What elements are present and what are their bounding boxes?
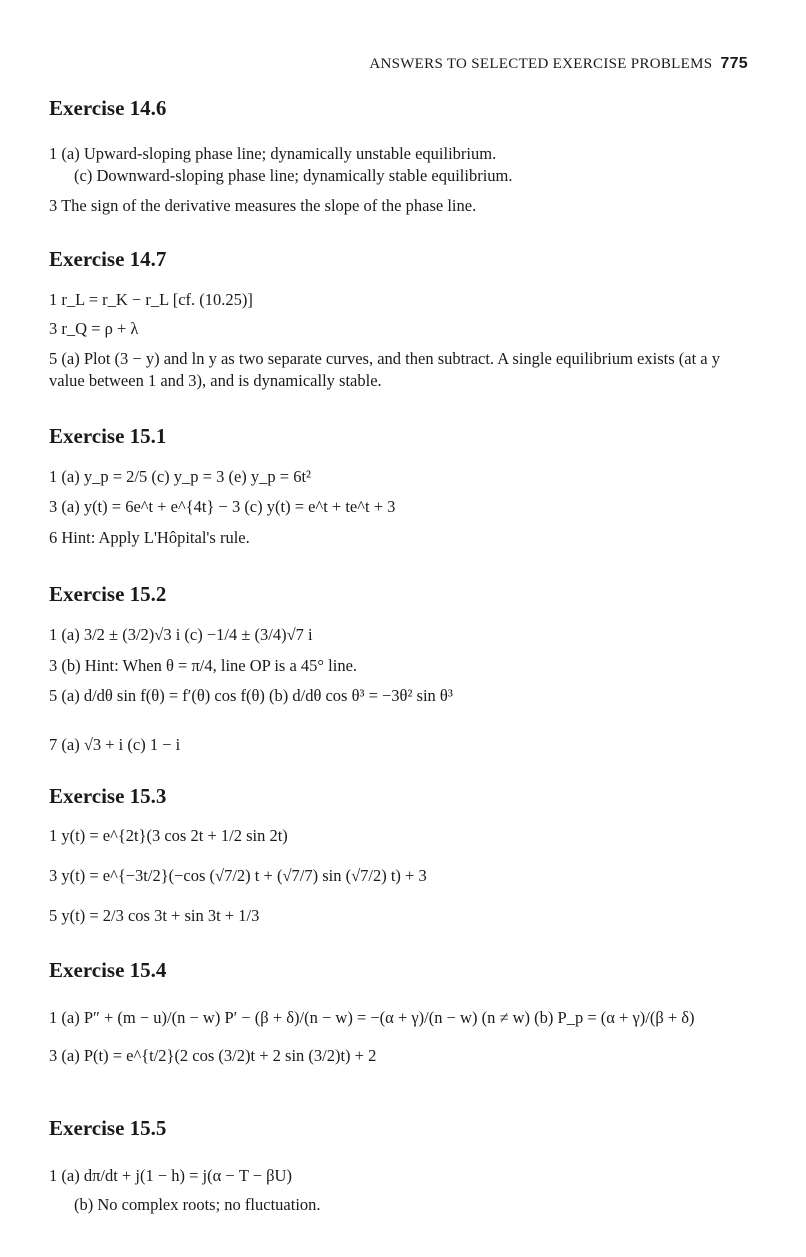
answer-text: 6 Hint: Apply L'Hôpital's rule. (49, 528, 250, 547)
answer-text: 3 r_Q = ρ + λ (49, 319, 139, 338)
section-title: Exercise 14.6 (49, 96, 167, 120)
answer-text: 3 (a) P(t) = e^{t/2}(2 cos (3/2)t + 2 sin (3/2)t) + 2 (49, 1046, 377, 1065)
answer-text: 1 (a) y_p = 2/5 (c) y_p = 3 (e) y_p = 6t² (49, 467, 311, 486)
answer-line (49, 625, 313, 645)
answer-line (49, 1166, 292, 1186)
answer-text: 1 (a) P″ + (m − u)/(n − w) P′ − (β + δ)/(n − w) = −(α + γ)/(n − w) (n ≠ w) (b) P_p = (α + γ)/(β + δ) (49, 1008, 695, 1027)
answer-text: 1 r_L = r_K − r_L [cf. (10.25)] (49, 290, 253, 309)
answer-text: 3 y(t) = e^{−3t/2}(−cos (√7/2) t + (√7/7) sin (√7/2) t) + 3 (49, 866, 427, 885)
answer-line (49, 826, 288, 846)
answer-text: 5 (a) d/dθ sin f(θ) = f′(θ) cos f(θ) (b) d/dθ cos θ³ = −3θ² sin θ³ (49, 686, 453, 705)
answer-text: (c) Downward-sloping phase line; dynamically stable equilibrium. (74, 166, 513, 185)
answer-line (49, 1008, 695, 1028)
answer-line (49, 686, 453, 706)
section-title: Exercise 15.3 (49, 784, 167, 808)
answer-line (49, 319, 138, 339)
answer-text: 1 (a) 3/2 ± (3/2)√3 i (c) −1/4 ± (3/4)√7 i (49, 625, 313, 644)
answer-line (49, 866, 427, 886)
section-title: Exercise 14.7 (49, 247, 167, 271)
running-title: ANSWERS TO SELECTED EXERCISE PROBLEMS (369, 56, 713, 72)
answer-line (74, 166, 513, 186)
answer-text: 7 (a) √3 + i (c) 1 − i (49, 735, 181, 754)
answer-line (49, 467, 311, 487)
answer-line (49, 144, 496, 164)
answer-line (49, 906, 259, 926)
answer-text: 3 (b) Hint: When θ = π/4, line OP is a 45° line. (49, 656, 358, 675)
answer-text: 3 (a) y(t) = 6e^t + e^{4t} − 3 (c) y(t) = e^t + te^t + 3 (49, 497, 396, 516)
section-title: Exercise 15.2 (49, 582, 167, 606)
answer-line (49, 656, 357, 676)
answer-line (49, 1046, 376, 1066)
answer-text: (b) No complex roots; no fluctuation. (74, 1195, 321, 1214)
answer-line (74, 1195, 321, 1215)
answer-text: 3 The sign of the derivative measures the slope of the phase line. (49, 196, 477, 215)
answer-line (49, 735, 180, 755)
answer-text: 1 (a) Upward-sloping phase line; dynamically unstable equilibrium. (49, 144, 497, 163)
answer-text: 1 y(t) = e^{2t}(3 cos 2t + 1/2 sin 2t) (49, 826, 288, 845)
running-head (0, 55, 748, 73)
answer-text: 1 (a) dπ/dt + j(1 − h) = j(α − T − βU) (49, 1166, 292, 1185)
section-title: Exercise 15.5 (49, 1116, 167, 1140)
section-title: Exercise 15.4 (49, 958, 167, 982)
answer-line (49, 497, 395, 517)
answer-line (49, 528, 250, 548)
answer-text: 5 y(t) = 2/3 cos 3t + sin 3t + 1/3 (49, 906, 260, 925)
section-title: Exercise 15.1 (49, 424, 167, 448)
answer-line (49, 348, 749, 392)
answer-text: 5 (a) Plot (3 − y) and ln y as two separate curves, and then subtract. A single equilibrium exists (at a y value between 1 and 3), and is dynamically stable. (49, 349, 720, 390)
page-number: 775 (720, 55, 748, 72)
answer-line (49, 290, 253, 310)
answer-line (49, 196, 476, 216)
